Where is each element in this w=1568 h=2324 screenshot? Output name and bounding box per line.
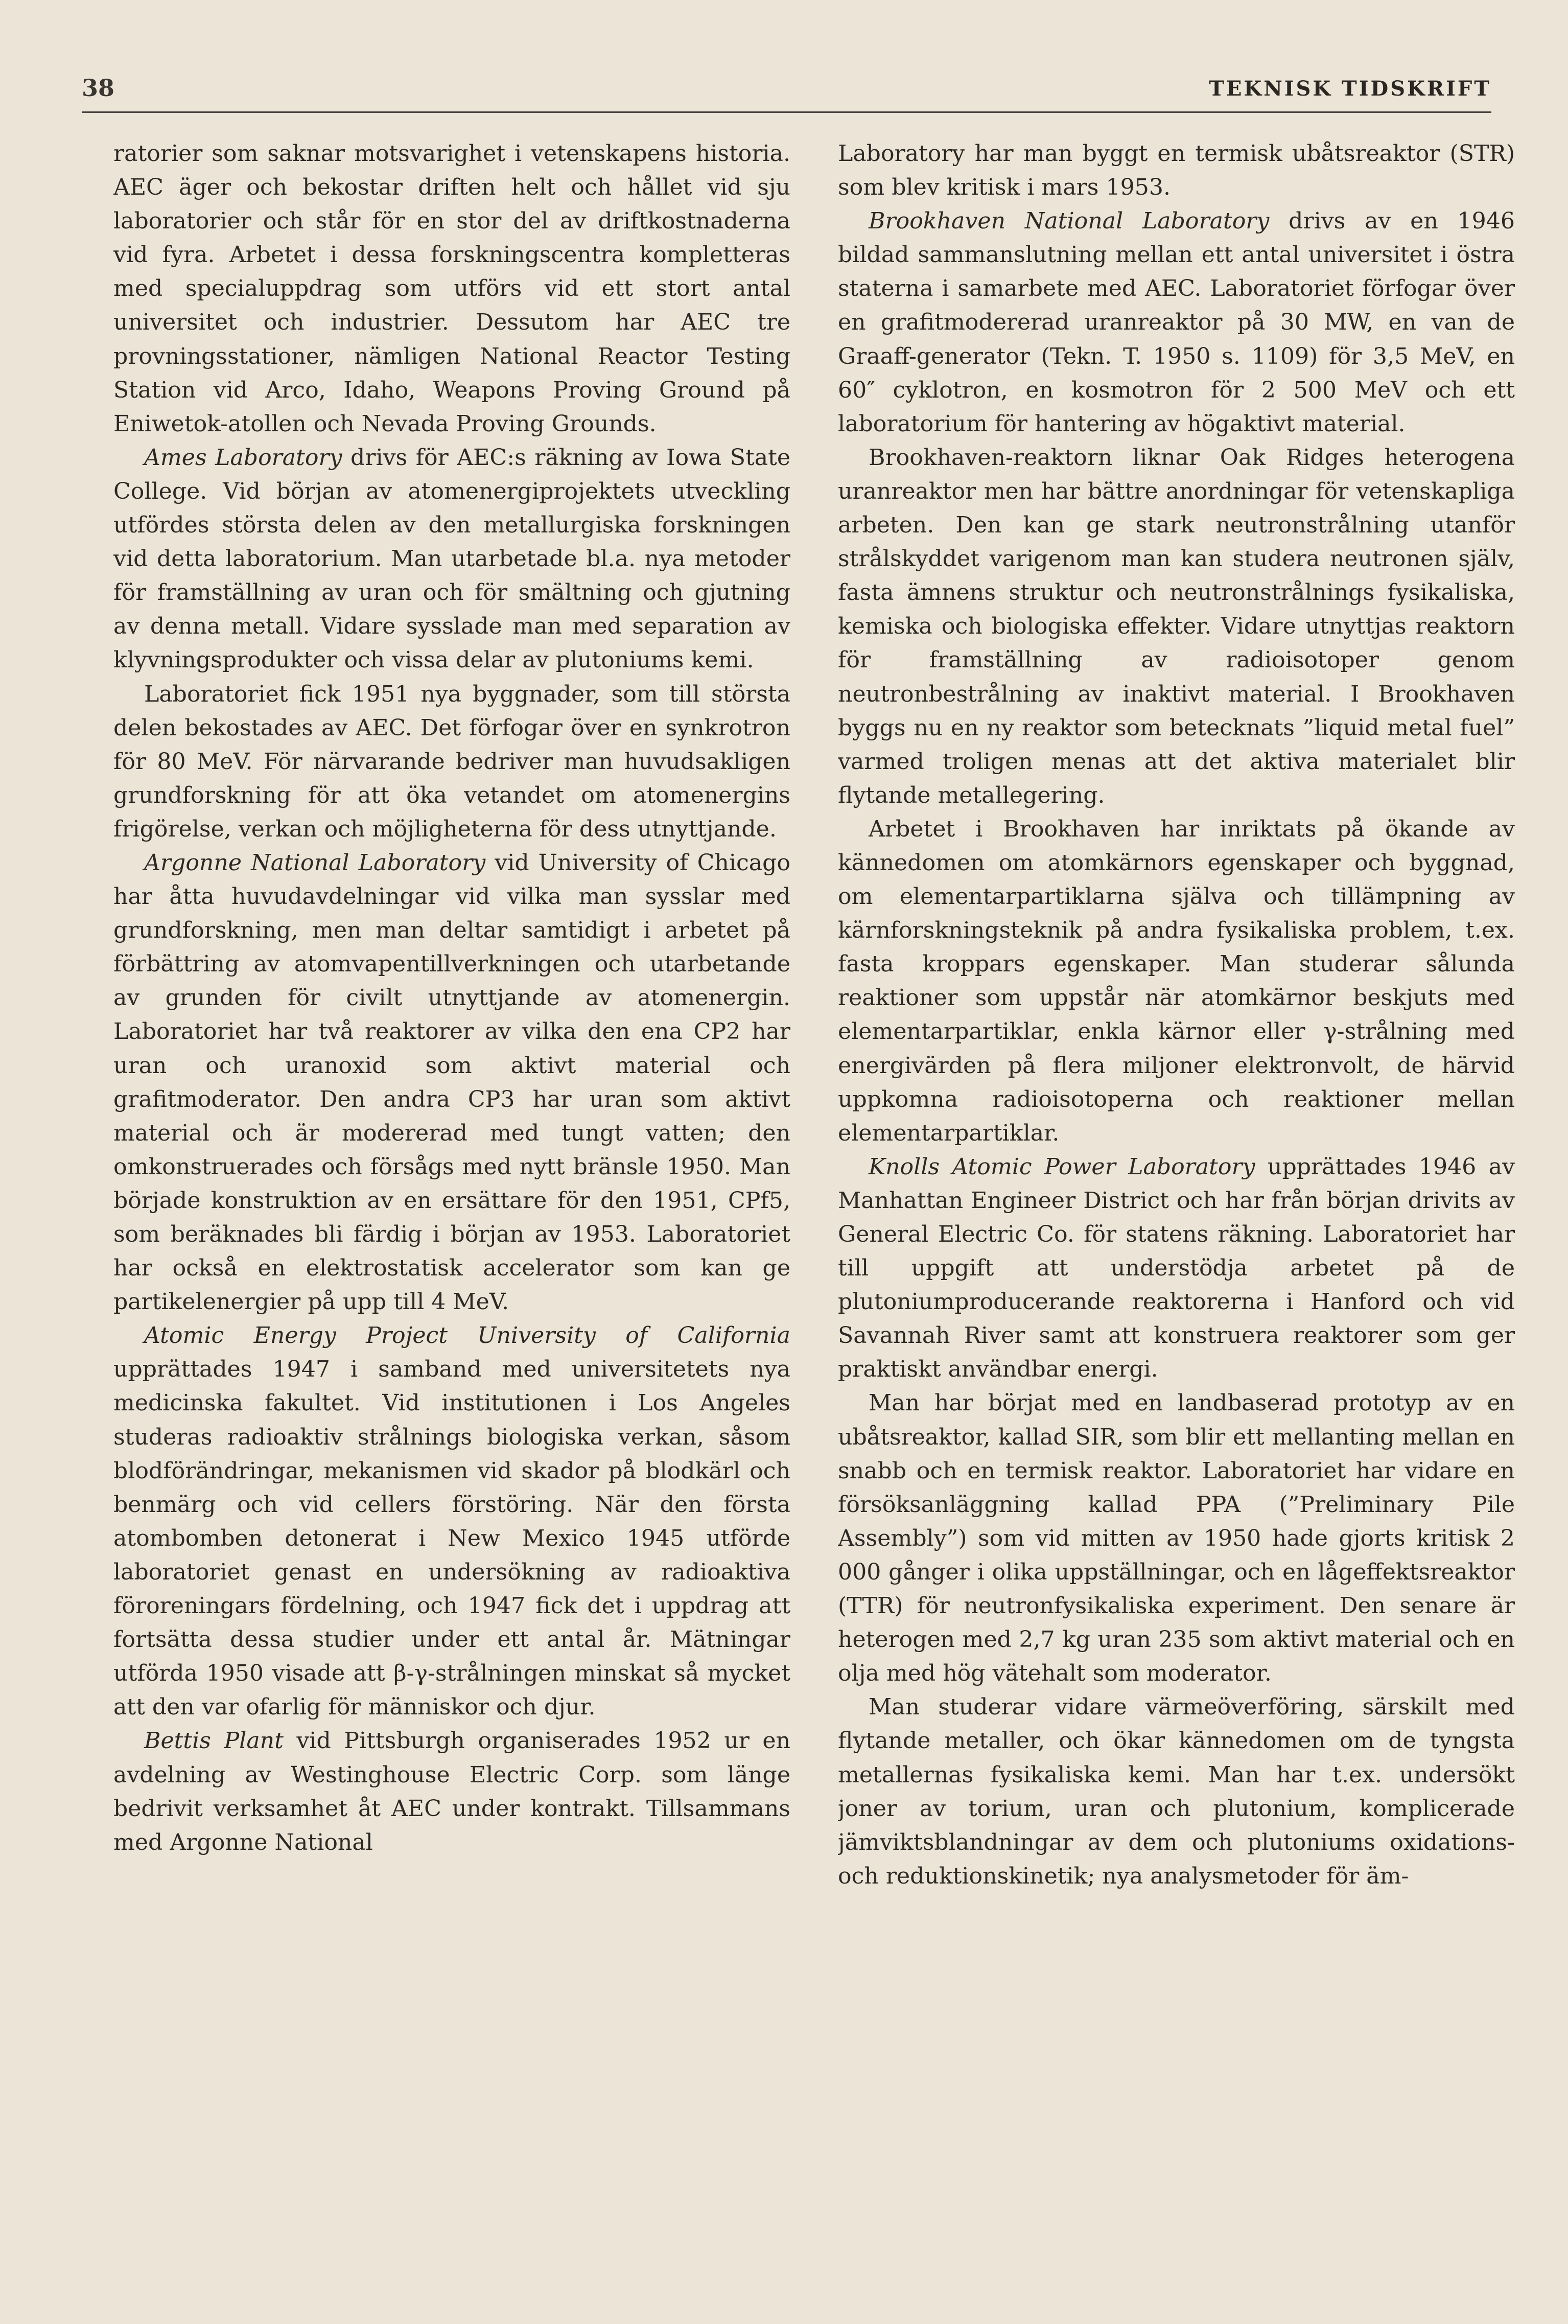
- paragraph-text: vid Pittsburgh organiserades 1952 ur en avdelning av Westinghouse Electric Corp. som länge bedrivit verksamhet åt AEC under kontrakt. Tillsammans med Argonne National: [113, 1728, 790, 1855]
- paragraph-text: vid University of Chicago har åtta huvudavdelningar vid vilka man sysslar med grundforskning, men man deltar samtidigt i arbetet på förbättring av atomvapentillverkningen och utarbetande av grunden för civilt utnyttjande av atomenergin. Laboratoriet har två reaktorer av vilka den ena CP2 har uran och uranoxid som aktivt material och grafitmoderator. Den andra CP3 har uran som aktivt material och är modererad med tungt vatten; den omkonstruerades och försågs med nytt bränsle 1950. Man började konstruktion av en ersättare för den 1951, CPf5, som beräknades bli färdig i början av 1953. Laboratoriet har också en elektrostatisk accelerator som kan ge partikelenergier på upp till 4 MeV.: [113, 849, 790, 1315]
- journal-title: TEKNISK TIDSKRIFT: [1209, 77, 1491, 101]
- paragraph-lead: Ames Laboratory: [144, 444, 342, 471]
- paragraph: [113, 137, 790, 441]
- paragraph-lead: Argonne National Laboratory: [144, 849, 486, 876]
- paragraph-text: upprättades 1947 i samband med universitetets nya medicinska fakultet. Vid institutionen i Los Angeles studeras radioaktiv strålnings biologiska verkan, såsom blodförändringar, mekanismen vid skador på blodkärl och benmärg och vid cellers förstöring. När den första atombomben detonerat i New Mexico 1945 utförde laboratoriet genast en undersökning av radioaktiva föroreningars fördelning, och 1947 fick det i uppdrag att fortsätta dessa studier under ett antal år. Mätningar utförda 1950 visade att β-γ-strålningen minskat så mycket att den var ofarlig för människor och djur.: [113, 1356, 790, 1721]
- paragraph-text: Man har börjat med en landbaserad prototyp av en ubåtsreaktor, kallad SIR, som blir ett mellanting mellan en snabb och en termisk reaktor. Laboratoriet har vidare en försöksanläggning kallad PPA (”Preliminary Pile Assembly”) som vid mitten av 1950 hade gjorts kritisk 2 000 gånger i olika uppställningar, och en lågeffektsreaktor (TTR) för neutronfysikaliska experiment. Den senare är heterogen med 2,7 kg uran 235 som aktivt material och en olja med hög vätehalt som moderator.: [838, 1390, 1515, 1687]
- paragraph-text: Laboratoriet fick 1951 nya byggnader, som till största delen bekostades av AEC. Det förfogar över en synkrotron för 80 MeV. För närvarande bedriver man huvudsakligen grundforskning för att öka vetandet om atomenergins frigörelse, verkan och möjligheterna för dess utnyttjande.: [113, 681, 790, 842]
- paragraph-text: Brookhaven-reaktorn liknar Oak Ridges heterogena uranreaktor men har bättre anordningar för vetenskapliga arbeten. Den kan ge stark neutronstrålning utanför strålskyddet varigenom man kan studera neutronen själv, fasta ämnens struktur och neutronstrålnings fysikaliska, kemiska och biologiska effekter. Vidare utnyttjas reaktorn för framställning av radioisotoper genom neutronbestrålning av inaktivt material. I Brookhaven byggs nu en ny reaktor som betecknats ”liquid metal fuel” varmed troligen menas att det aktiva materialet blir flytande metallegering.: [838, 444, 1515, 808]
- paragraph: [113, 441, 790, 678]
- paragraph-lead: Knolls Atomic Power Laboratory: [869, 1153, 1255, 1180]
- paragraph-text: upprättades 1946 av Manhattan Engineer District och har från början drivits av General Electric Co. för statens räkning. Laboratoriet har till uppgift att understödja arbetet på de plutoniumproducerande reaktorerna i Hanford och vid Savannah River samt att konstruera reaktorer som ger praktiskt användbar energi.: [838, 1153, 1515, 1383]
- paragraph-lead: Atomic Energy Project University of California: [144, 1322, 790, 1349]
- page-header: [82, 64, 1491, 112]
- paragraph: [838, 204, 1515, 441]
- paragraph-text: drivs av en 1946 bildad sammanslutning mellan ett antal universitet i östra staterna i samarbete med AEC. Laboratoriet förfogar över en grafitmodererad uranreaktor på 30 MW, en van de Graaff-generator (Tekn. T. 1950 s. 1109) för 3,5 MeV, en 60″ cyklotron, en kosmotron för 2 500 MeV och ett laboratorium för hantering av högaktivt material.: [838, 208, 1515, 437]
- paragraph: [838, 441, 1515, 812]
- right-column: [838, 137, 1515, 2263]
- paragraph-lead: Brookhaven National Laboratory: [869, 208, 1270, 235]
- left-column: [113, 137, 790, 2263]
- page-number: 38: [82, 74, 115, 102]
- paragraph: [113, 1724, 790, 1859]
- header-rule: [82, 111, 1491, 113]
- paragraph: [838, 1150, 1515, 1387]
- paragraph-text: Man studerar vidare värmeöverföring, särskilt med flytande metaller, och ökar kännedomen om de tyngsta metallernas fysikaliska kemi. Man har t.ex. undersökt joner av torium, uran och plutonium, komplicerade jämviktsblandningar av dem och plutoniums oxidations- och reduktionskinetik; nya analysmetoder för äm-: [838, 1694, 1515, 1889]
- paragraph: [838, 1386, 1515, 1690]
- paragraph: [113, 1319, 790, 1724]
- paragraph-text: Arbetet i Brookhaven har inriktats på ökande av kännedomen om atomkärnors egenskaper och byggnad, om elementarpartiklarna själva och tillämpning av kärnforskningsteknik på andra fysikaliska problem, t.ex. fasta kroppars egenskaper. Man studerar sålunda reaktioner som uppstår när atomkärnor beskjuts med elementarpartiklar, enkla kärnor eller γ-strålning med energivärden på flera miljoner elektronvolt, de härvid uppkomna radioisotoperna och reaktioner mellan elementarpartiklar.: [838, 816, 1515, 1146]
- paragraph: [838, 137, 1515, 204]
- paragraph: [113, 678, 790, 846]
- paragraph-lead: Bettis Plant: [144, 1728, 284, 1754]
- paragraph: [113, 846, 790, 1319]
- paragraph-text: drivs för AEC:s räkning av Iowa State College. Vid början av atomenergiprojektets utveckling utfördes största delen av den metallurgiska forskningen vid detta laboratorium. Man utarbetade bl.a. nya metoder för framställning av uran och för smältning och gjutning av denna metall. Vidare sysslade man med separation av klyvningsprodukter och vissa delar av plutoniums kemi.: [113, 444, 790, 673]
- paragraph-text: ratorier som saknar motsvarighet i vetenskapens historia. AEC äger och bekostar driften helt och hållet vid sju laboratorier och står för en stor del av driftkostnaderna vid fyra. Arbetet i dessa forskningscentra kompletteras med specialuppdrag som utförs vid ett stort antal universitet och industrier. Dessutom har AEC tre provningsstationer, nämligen National Reactor Testing Station vid Arco, Idaho, Weapons Proving Ground på Eniwetok-atollen och Nevada Proving Grounds.: [113, 141, 790, 437]
- paragraph: [838, 812, 1515, 1150]
- paragraph: [838, 1690, 1515, 1893]
- paragraph-text: Laboratory har man byggt en termisk ubåtsreaktor (STR) som blev kritisk i mars 1953.: [838, 141, 1515, 201]
